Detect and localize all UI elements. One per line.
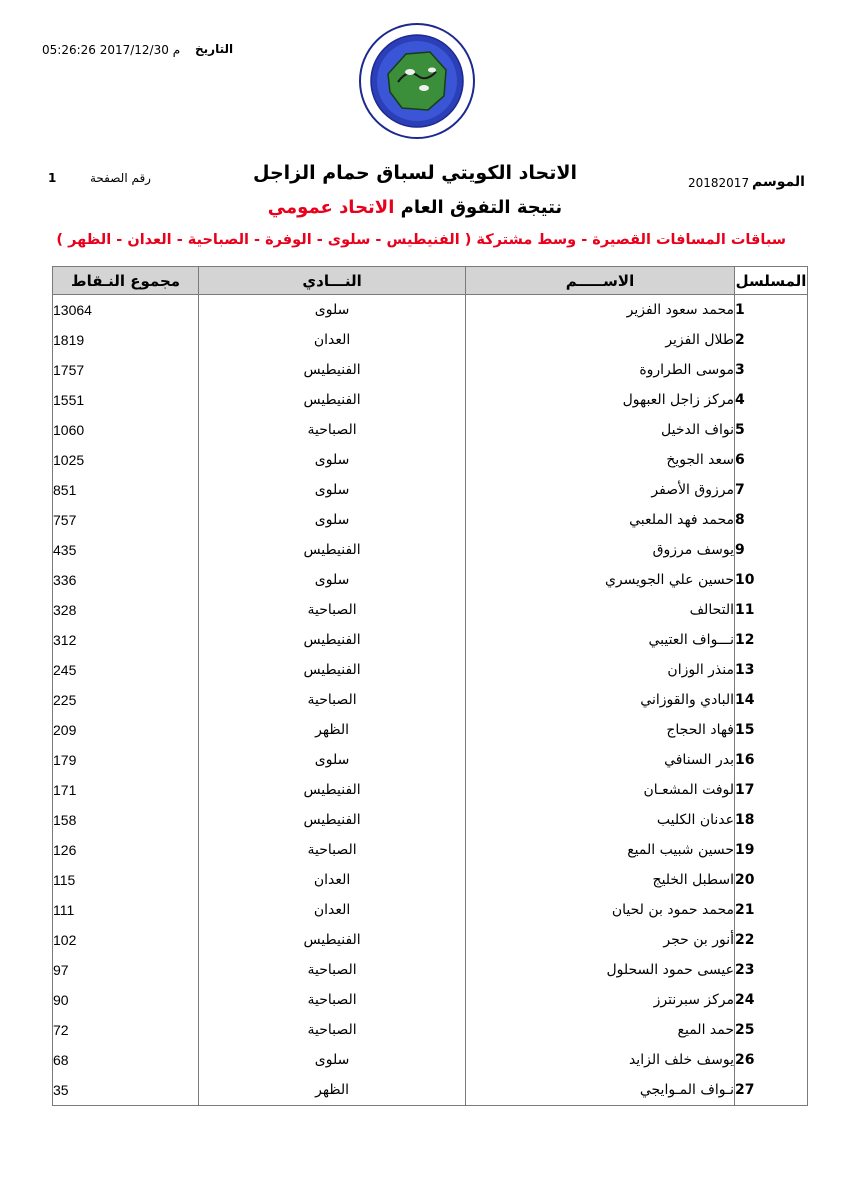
table-row: [53, 1045, 808, 1075]
serial-cell: 19: [735, 835, 808, 865]
club-cell: سلوى: [199, 745, 466, 775]
table-row: [53, 835, 808, 865]
name-cell: حمد الميع: [466, 1015, 735, 1045]
serial-cell: 16: [735, 745, 808, 775]
table-row: [53, 355, 808, 385]
serial-cell: 8: [735, 505, 808, 535]
name-cell: سعد الجويخ: [466, 445, 735, 475]
club-cell: سلوى: [199, 1045, 466, 1075]
name-cell: محمد سعود الفزير: [466, 295, 735, 326]
table-row: [53, 685, 808, 715]
club-cell: الصباحية: [199, 415, 466, 445]
season-value: 20182017: [688, 176, 750, 190]
points-cell: 68: [53, 1045, 199, 1075]
points-cell: 209: [53, 715, 199, 745]
name-cell: طلال الفزير: [466, 325, 735, 355]
table-row: [53, 535, 808, 565]
club-cell: العدان: [199, 895, 466, 925]
serial-cell: 7: [735, 475, 808, 505]
name-cell: لوفت المشعـان: [466, 775, 735, 805]
serial-cell: 2: [735, 325, 808, 355]
table-row: [53, 565, 808, 595]
serial-cell: 4: [735, 385, 808, 415]
serial-cell: 26: [735, 1045, 808, 1075]
name-cell: مركز زاجل العبهول: [466, 385, 735, 415]
serial-cell: 22: [735, 925, 808, 955]
club-cell: الفنيطيس: [199, 805, 466, 835]
serial-cell: 12: [735, 625, 808, 655]
column-header-serial: المسلسل: [735, 267, 808, 295]
club-cell: العدان: [199, 865, 466, 895]
club-cell: الفنيطيس: [199, 625, 466, 655]
name-cell: حسين شبيب الميع: [466, 835, 735, 865]
table-row: [53, 655, 808, 685]
club-cell: الفنيطيس: [199, 385, 466, 415]
club-cell: الصباحية: [199, 685, 466, 715]
name-cell: مرزوق الأصفر: [466, 475, 735, 505]
points-cell: 225: [53, 685, 199, 715]
table-row: [53, 805, 808, 835]
results-table: [52, 266, 808, 1106]
name-cell: نـواف المـوايجي: [466, 1075, 735, 1106]
points-cell: 115: [53, 865, 199, 895]
serial-cell: 27: [735, 1075, 808, 1106]
points-cell: 328: [53, 595, 199, 625]
name-cell: حسين علي الجويسري: [466, 565, 735, 595]
club-cell: الفنيطيس: [199, 355, 466, 385]
serial-cell: 25: [735, 1015, 808, 1045]
club-cell: الصباحية: [199, 985, 466, 1015]
table-header-row: [53, 267, 808, 295]
serial-cell: 17: [735, 775, 808, 805]
name-cell: البادي والقوزاني: [466, 685, 735, 715]
table-row: [53, 625, 808, 655]
club-cell: سلوى: [199, 445, 466, 475]
club-cell: سلوى: [199, 565, 466, 595]
serial-cell: 15: [735, 715, 808, 745]
table-row: [53, 295, 808, 326]
name-cell: فهاد الحجاج: [466, 715, 735, 745]
date-label: التاريخ: [195, 42, 234, 56]
organization-title: الاتحاد الكويتي لسباق حمام الزاجل: [252, 162, 578, 184]
serial-cell: 11: [735, 595, 808, 625]
points-cell: 1551: [53, 385, 199, 415]
points-cell: 851: [53, 475, 199, 505]
points-cell: 179: [53, 745, 199, 775]
name-cell: موسى الطراروة: [466, 355, 735, 385]
table-row: [53, 955, 808, 985]
name-cell: اسطبل الخليج: [466, 865, 735, 895]
table-row: [53, 325, 808, 355]
club-cell: الصباحية: [199, 835, 466, 865]
name-cell: أنور بن حجر: [466, 925, 735, 955]
table-row: [53, 1015, 808, 1045]
table-row: [53, 715, 808, 745]
name-cell: محمد فهد الملعبي: [466, 505, 735, 535]
serial-cell: 14: [735, 685, 808, 715]
points-cell: 245: [53, 655, 199, 685]
table-row: [53, 415, 808, 445]
table-row: [53, 925, 808, 955]
club-cell: الظهر: [199, 715, 466, 745]
serial-cell: 21: [735, 895, 808, 925]
table-row: [53, 985, 808, 1015]
table-row: [53, 895, 808, 925]
table-row: [53, 745, 808, 775]
serial-cell: 24: [735, 985, 808, 1015]
name-cell: عيسى حمود السحلول: [466, 955, 735, 985]
club-cell: الصباحية: [199, 1015, 466, 1045]
name-cell: منذر الوزان: [466, 655, 735, 685]
subtitle-main: نتيجة التفوق العام: [400, 197, 563, 218]
serial-cell: 5: [735, 415, 808, 445]
club-cell: سلوى: [199, 295, 466, 326]
points-cell: 1819: [53, 325, 199, 355]
column-header-club: النـــادي: [199, 267, 466, 295]
serial-cell: 9: [735, 535, 808, 565]
name-cell: بدر السنافي: [466, 745, 735, 775]
column-header-name: الاســـــم: [466, 267, 735, 295]
club-cell: سلوى: [199, 475, 466, 505]
page-number-label: رقم الصفحة: [90, 171, 151, 185]
serial-cell: 6: [735, 445, 808, 475]
table-row: [53, 445, 808, 475]
points-cell: 158: [53, 805, 199, 835]
club-cell: الفنيطيس: [199, 775, 466, 805]
serial-cell: 18: [735, 805, 808, 835]
points-cell: 126: [53, 835, 199, 865]
report-subtitle: [240, 197, 590, 218]
points-cell: 757: [53, 505, 199, 535]
table-row: [53, 475, 808, 505]
club-cell: الصباحية: [199, 955, 466, 985]
serial-cell: 20: [735, 865, 808, 895]
table-row: [53, 385, 808, 415]
table-row: [53, 865, 808, 895]
points-cell: 336: [53, 565, 199, 595]
points-cell: 435: [53, 535, 199, 565]
serial-cell: 13: [735, 655, 808, 685]
points-cell: 171: [53, 775, 199, 805]
club-cell: الفنيطيس: [199, 925, 466, 955]
name-cell: نـــواف العتيبي: [466, 625, 735, 655]
table-row: [53, 595, 808, 625]
points-cell: 90: [53, 985, 199, 1015]
serial-cell: 1: [735, 295, 808, 326]
subtitle-highlight: الاتحاد عمومي: [267, 197, 395, 218]
points-cell: 111: [53, 895, 199, 925]
name-cell: التحالف: [466, 595, 735, 625]
club-cell: الظهر: [199, 1075, 466, 1106]
points-cell: 312: [53, 625, 199, 655]
name-cell: يوسف خلف الزايد: [466, 1045, 735, 1075]
season-label: الموسم: [752, 174, 805, 190]
table-row: [53, 505, 808, 535]
club-cell: الصباحية: [199, 595, 466, 625]
name-cell: عدنان الكليب: [466, 805, 735, 835]
serial-cell: 23: [735, 955, 808, 985]
page-number-value: 1: [48, 171, 57, 185]
points-cell: 35: [53, 1075, 199, 1106]
club-cell: الفنيطيس: [199, 655, 466, 685]
club-cell: سلوى: [199, 505, 466, 535]
table-row: [53, 1075, 808, 1106]
name-cell: يوسف مرزوق: [466, 535, 735, 565]
points-cell: 1025: [53, 445, 199, 475]
points-cell: 72: [53, 1015, 199, 1045]
federation-logo-icon: [358, 22, 476, 140]
races-description: سباقات المسافات القصيرة - وسط مشتركة ( الفنيطيس - سلوى - الوفرة - الصباحية - العدان - الظهر ): [56, 232, 786, 248]
column-header-points: مجموع النـقاط: [53, 267, 199, 295]
name-cell: مركز سبرنترز: [466, 985, 735, 1015]
serial-cell: 10: [735, 565, 808, 595]
table-row: [53, 775, 808, 805]
points-cell: 1757: [53, 355, 199, 385]
points-cell: 102: [53, 925, 199, 955]
name-cell: محمد حمود بن لحيان: [466, 895, 735, 925]
club-cell: الفنيطيس: [199, 535, 466, 565]
club-cell: العدان: [199, 325, 466, 355]
serial-cell: 3: [735, 355, 808, 385]
points-cell: 13064: [53, 295, 199, 326]
name-cell: نواف الدخيل: [466, 415, 735, 445]
points-cell: 1060: [53, 415, 199, 445]
points-cell: 97: [53, 955, 199, 985]
date-value: 05:26:26 2017/12/30 م: [42, 43, 181, 57]
